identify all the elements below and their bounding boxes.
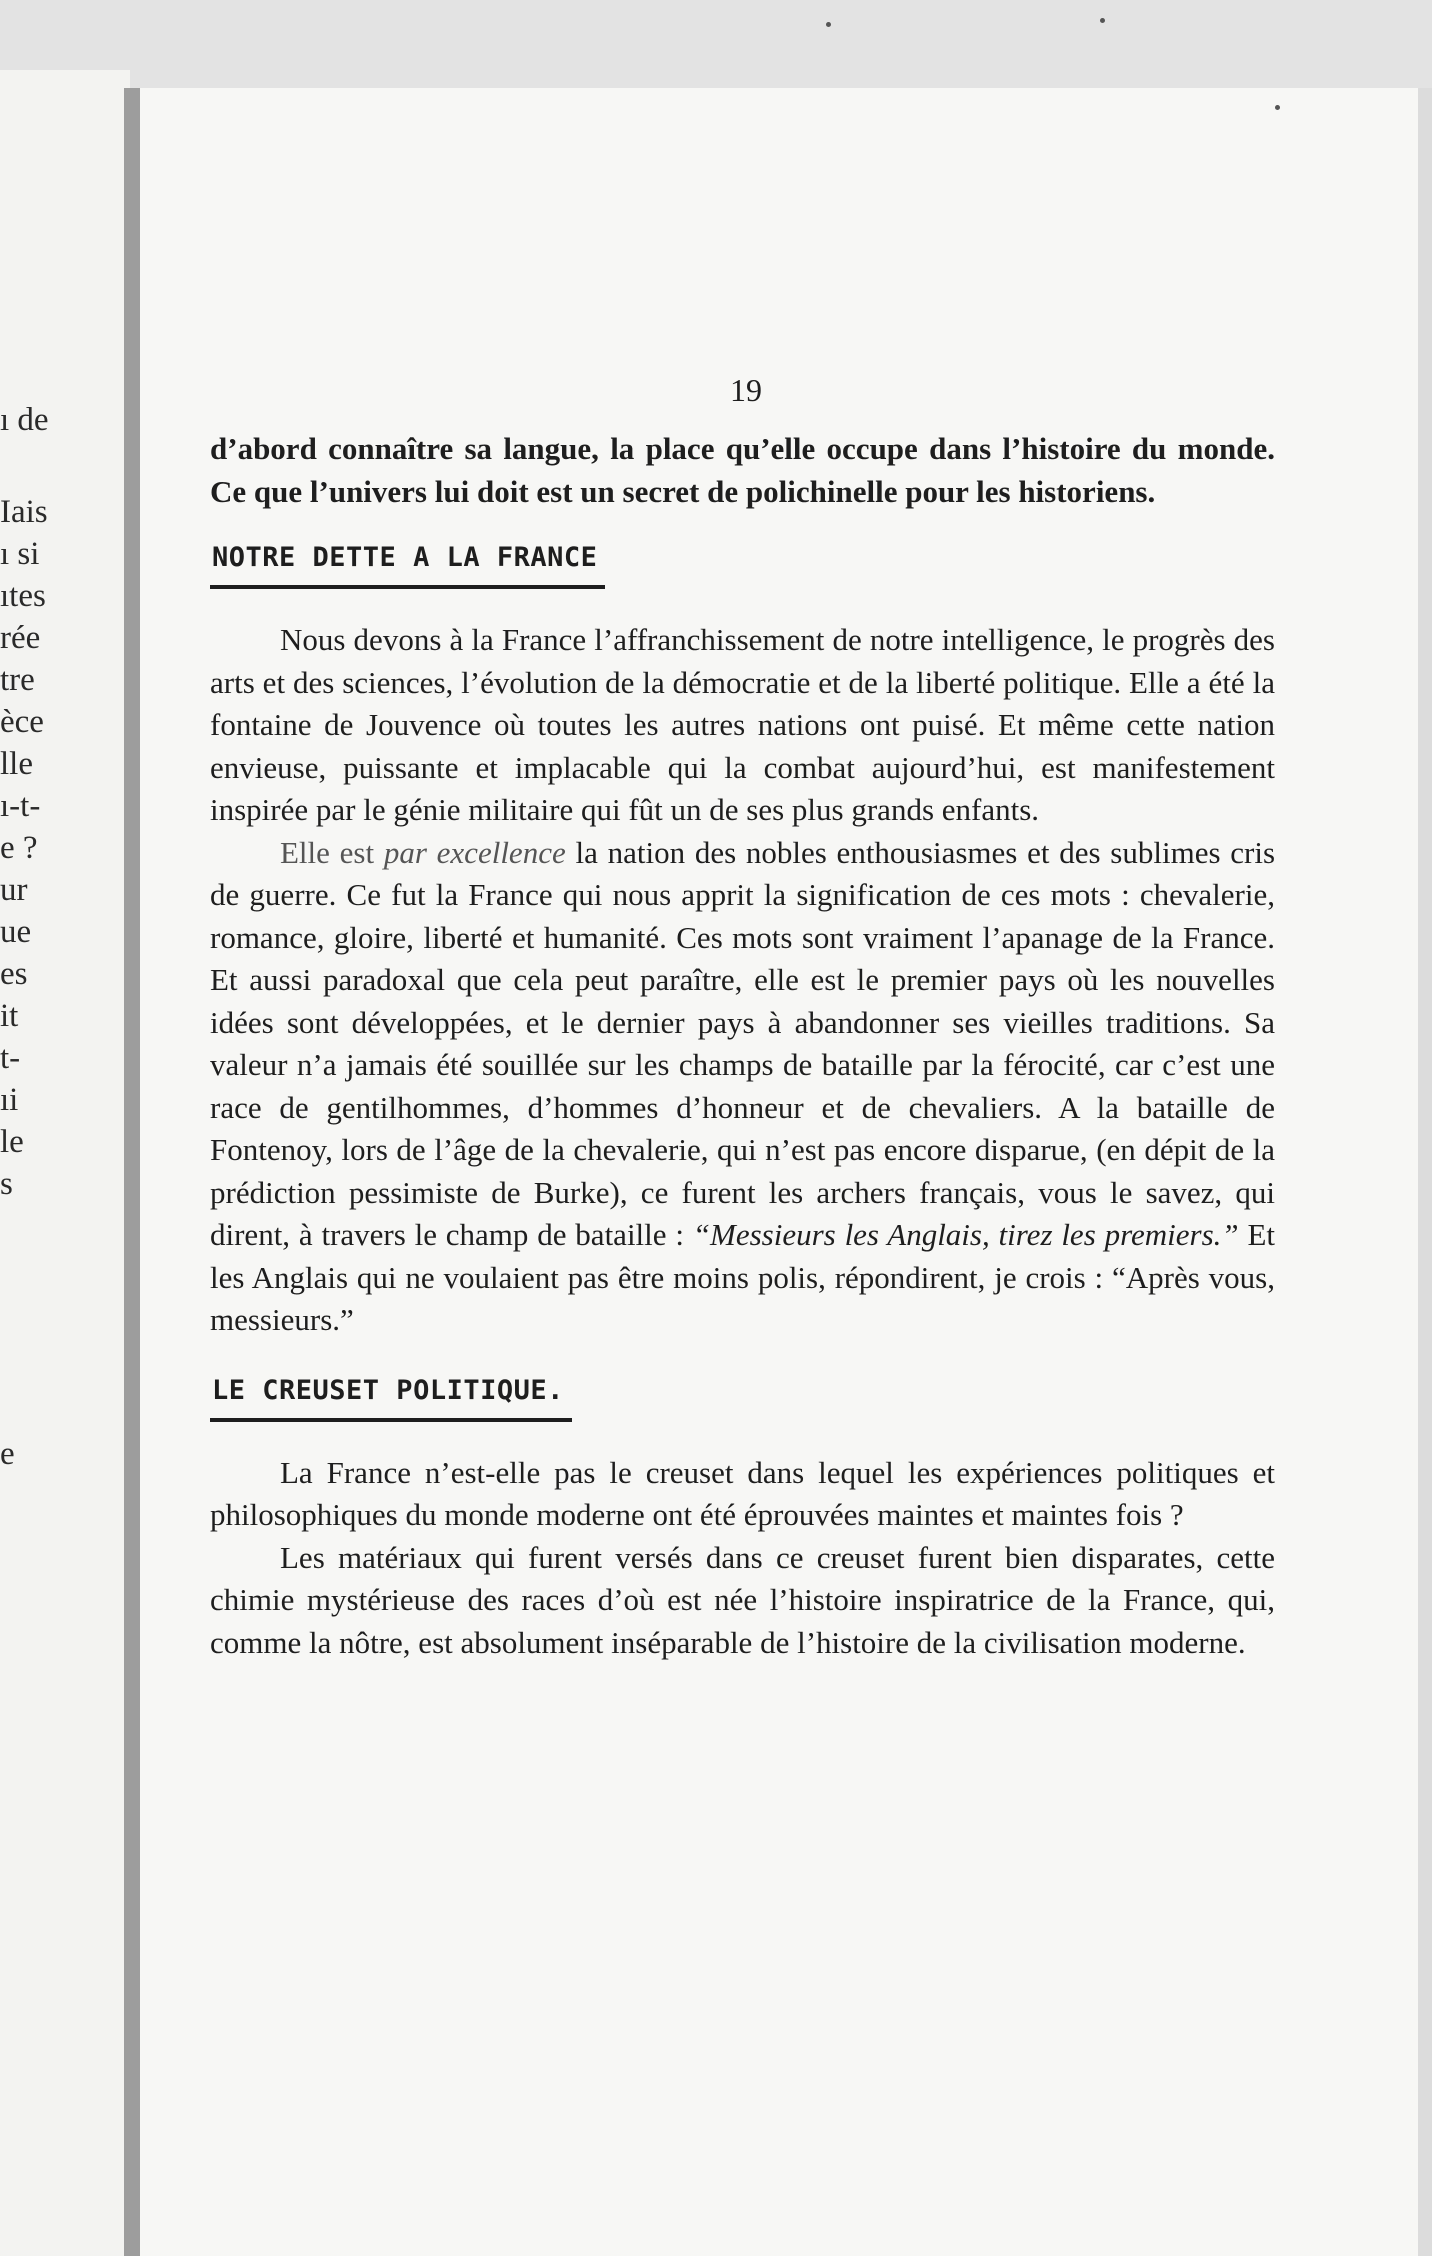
page-text [210,428,1275,1664]
scan-speck [1100,18,1105,23]
prev-page-fragment: èce [0,704,44,740]
section-heading: LE CREUSET POLITIQUE. [210,1374,572,1422]
prev-page-fragment: t- [0,1040,21,1076]
prev-page-fragment: ıi [0,1082,19,1118]
paragraph-lead: Elle est [280,834,375,870]
page-edge [1418,88,1432,2256]
prev-page-fragment: ıtes [0,578,46,614]
body-paragraph [210,832,1275,1342]
prev-page-fragment: ur [0,872,28,908]
intro-paragraph: d’abord connaître sa langue, la place qu’elle occupe dans l’histoire du monde. Ce que l’univers lui doit est un secret de polichinelle pour les historiens. [210,431,1275,509]
book-gutter [124,88,140,2256]
prev-page-fragment: le [0,1124,24,1160]
paragraph-text: Et les Anglais qui ne voulaient pas être moins polis, répondirent, je crois : “Après vous, messieurs.” [210,1217,1276,1337]
prev-page-fragment: rée [0,620,41,656]
prev-page-fragment: ue [0,914,32,950]
prev-page-fragment: s [0,1166,13,1202]
prev-page-fragment: ı-t- [0,788,41,824]
prev-page-fragment: it [0,998,19,1034]
section-heading: NOTRE DETTE A LA FRANCE [210,541,605,589]
scan-speck [1275,105,1280,110]
prev-page-fragment: Iais [0,494,48,530]
previous-page [0,70,130,2256]
page-number: 19 [730,372,762,408]
prev-page-fragment: ı de [0,402,49,438]
prev-page-fragment: tre [0,662,35,698]
body-paragraph: Nous devons à la France l’affranchissement de notre intelligence, le progrès des arts et des sciences, l’évolution de la démocratie et de la liberté politique. Elle a été la fontaine de Jouvence où toutes les autres nations ont puisé. Et même cette nation envieuse, puissante et implacable qui la combat aujourd’hui, est manifestement inspirée par le génie militaire qui fût un de ses plus grands enfants. [210,622,1275,827]
emphasis-text: par excellence [383,834,566,870]
prev-page-fragment: e [0,1436,15,1472]
prev-page-fragment: e ? [0,830,38,866]
paragraph-text: la nation des nobles enthousiasmes et des sublimes cris de guerre. Ce fut la France qui nous apprit la signification de ces mots : chevalerie, romance, gloire, liberté et humanité. Ces mots sont vraiment l’apanage de la France. Et aussi paradoxal que cela peut paraître, elle est le premier pays où les nouvelles idées sont développées, et le dernier pays à abandonner ses vieilles traditions. Sa valeur n’a jamais été souillée sur les champs de bataille par la férocité, car c’est une race de gentilhommes, d’hommes d’honneur et de chevaliers. A la bataille de Fontenoy, lors de l’âge de la chevalerie, qui n’est pas encore disparue, (en dépit de la prédiction pessimiste de Burke), ce furent les archers français, vous le savez, qui dirent, à travers le champ de bataille : [210,834,1276,1252]
body-paragraph: Les matériaux qui furent versés dans ce creuset furent bien disparates, cette chimie mystérieuse des races d’où est née l’histoire inspiratrice de la France, qui, comme la nôtre, est absolument inséparable de l’histoire de la civilisation moderne. [210,1539,1275,1660]
body-paragraph: La France n’est-elle pas le creuset dans lequel les expériences politiques et philosophiques du monde moderne ont été éprouvées maintes et maintes fois ? [210,1454,1275,1532]
quote-text: “Messieurs les Anglais, tirez les premiers.” [692,1217,1239,1252]
prev-page-fragment: es [0,956,28,992]
prev-page-fragment: ı si [0,536,40,572]
scan-speck [826,22,831,27]
prev-page-fragment: lle [0,746,33,782]
